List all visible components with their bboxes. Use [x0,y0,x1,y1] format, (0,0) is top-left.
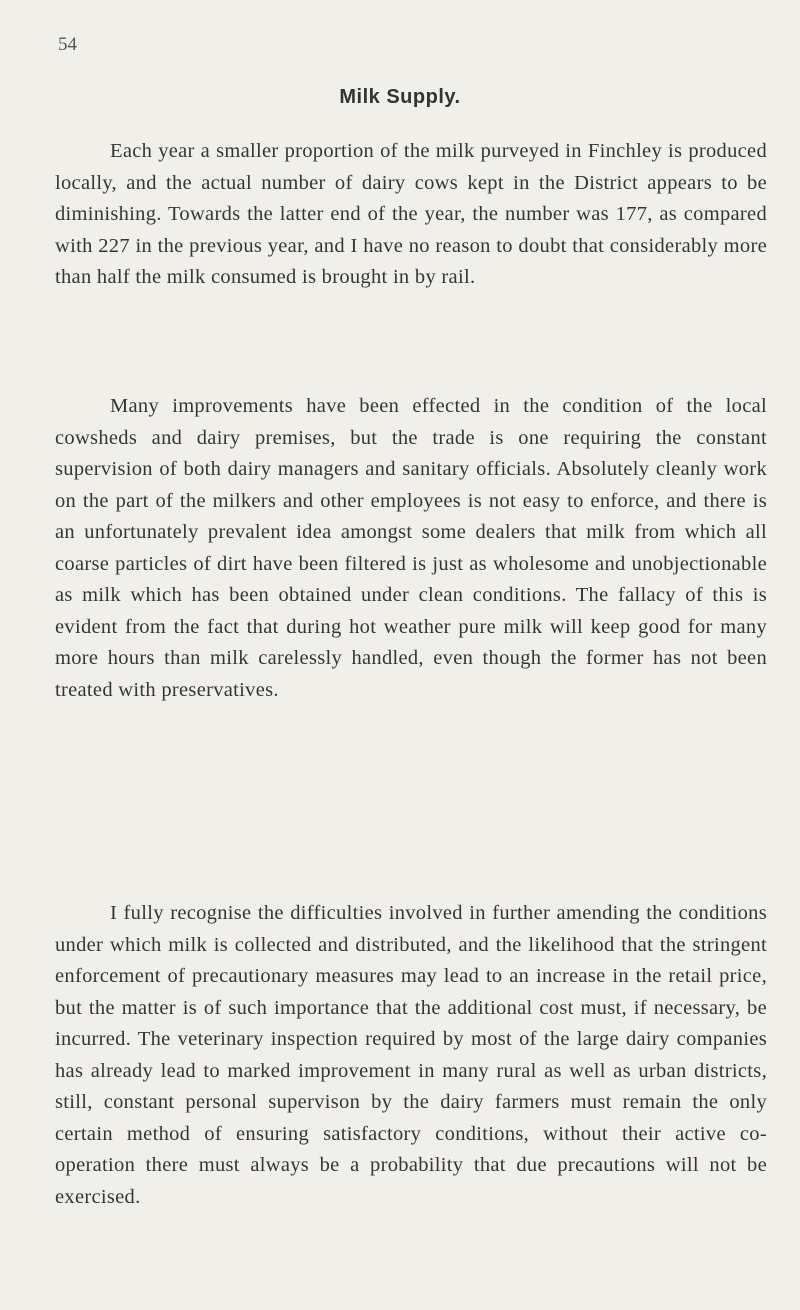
paragraph-1: Each year a smaller proportion of the milk purveyed in Finchley is produced locally, and the actual number of dairy cows kept in the District appears to be diminishing. Towards the latter end of the year, the number was 177, as compared with 227 in the previous year, and I have no reason to doubt that considerably more than half the milk consumed is brought in by rail. [55,140,767,288]
section-title: Milk Supply. [339,86,461,108]
page-number: 54 [58,34,77,55]
paragraph-2: Many improvements have been effected in the condition of the local cowsheds and dairy premises, but the trade is one requiring the constant supervision of both dairy managers and sanitary officials. Absolutely cleanly work on the part of the milkers and other employees is not easy to enforce, and there is an unfortunately prevalent idea amongst some dealers that milk from which all coarse particles of dirt have been filtered is just as wholesome and unobjectionable as milk which has been obtained under clean conditions. The fallacy of this is evident from the fact that during hot weather pure milk will keep good for many more hours than milk carelessly handled, even though the former has not been treated with preservatives. [55,395,767,701]
paragraph-3: I fully recognise the difficulties involved in further amending the conditions under which milk is collected and distributed, and the likelihood that the stringent enforcement of precautionary measures may lead to an increase in the retail price, but the matter is of such importance that the additional cost must, if necessary, be incurred. The veterinary inspection required by most of the large dairy companies has already lead to marked improvement in many rural as well as urban districts, still, constant personal supervison by the dairy farmers must remain the only certain method of ensuring satisfactory conditions, without their active co-operation there must always be a probability that due precautions will not be exercised. [55,902,767,1208]
